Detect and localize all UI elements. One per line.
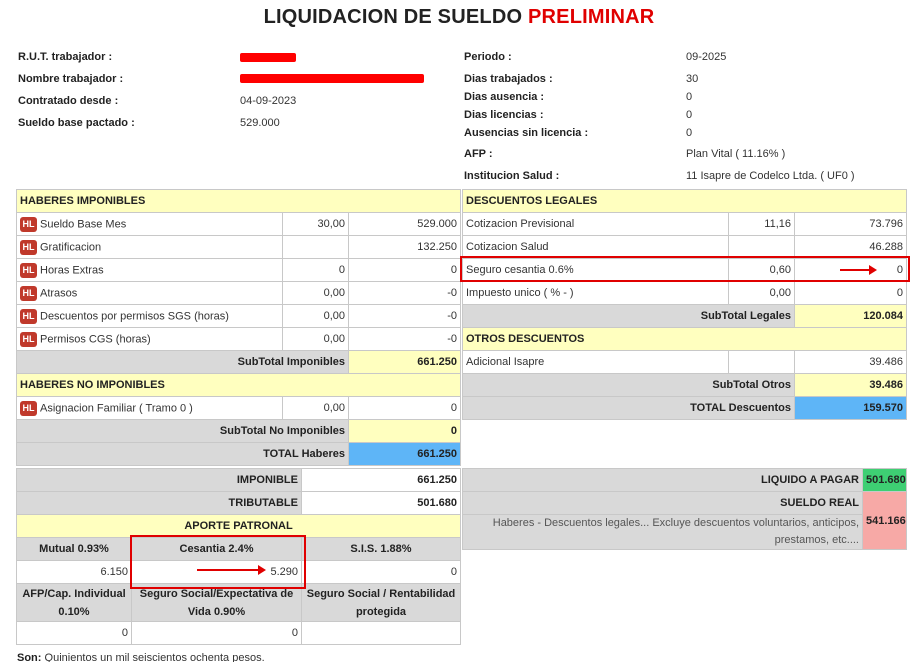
afp-cap-value: 0 xyxy=(17,622,132,645)
since-value: 04-09-2023 xyxy=(240,95,297,107)
ss-expectativa-value: 0 xyxy=(132,622,302,645)
table-row xyxy=(463,236,907,259)
row-qty: 11,16 xyxy=(729,213,795,236)
descuentos-header: DESCUENTOS LEGALES xyxy=(463,190,907,213)
dias-licencias-label: Dias licencias : xyxy=(464,109,544,121)
hl-badge: HL xyxy=(20,240,37,255)
hl-badge: HL xyxy=(20,286,37,301)
row-qty: 0,00 xyxy=(283,328,349,351)
subtotal-no-imponibles-value: 0 xyxy=(349,420,461,443)
row-qty: 0,00 xyxy=(283,305,349,328)
row-qty xyxy=(729,236,795,259)
tributable-label: TRIBUTABLE xyxy=(17,492,302,515)
dias-licencias-value: 0 xyxy=(686,109,693,121)
dias-ausencia-label: Dias ausencia : xyxy=(464,91,545,103)
rut-redaction xyxy=(240,53,296,62)
cesantia-label: Cesantia 2.4% xyxy=(132,538,302,561)
cesantia-value: 5.290 xyxy=(132,561,302,584)
row-amount: 0 xyxy=(349,259,461,282)
mutual-label: Mutual 0.93% xyxy=(17,538,132,561)
row-qty: 0,60 xyxy=(729,259,795,282)
since-label: Contratado desde : xyxy=(18,95,119,107)
row-label: Impuesto unico ( % - ) xyxy=(463,282,729,305)
table-row xyxy=(17,259,461,282)
ausencias-sin-licencia-value: 0 xyxy=(686,127,693,139)
liquido-value: 501.680 xyxy=(863,469,907,492)
row-amount: 132.250 xyxy=(349,236,461,259)
salud-value: 11 Isapre de Codelco Ltda. ( UF0 ) xyxy=(686,170,855,182)
ss-expectativa-label: Seguro Social/Expectativa de Vida 0.90% xyxy=(132,584,302,622)
title-highlight: PRELIMINAR xyxy=(527,6,655,28)
total-haberes-label: TOTAL Haberes xyxy=(17,443,349,466)
row-amount: 0 xyxy=(349,397,461,420)
imponible-value: 661.250 xyxy=(302,469,461,492)
row-label: Descuentos por permisos SGS (horas) xyxy=(40,310,229,322)
liquido-label: LIQUIDO A PAGAR xyxy=(463,469,863,492)
total-descuentos-value: 159.570 xyxy=(795,397,907,420)
row-amount: 39.486 xyxy=(795,351,907,374)
total-haberes-value: 661.250 xyxy=(349,443,461,466)
subtotal-legales-label: SubTotal Legales xyxy=(463,305,795,328)
row-amount: 529.000 xyxy=(349,213,461,236)
afp-cap-label: AFP/Cap. Individual 0.10% xyxy=(17,584,132,622)
imponible-label: IMPONIBLE xyxy=(17,469,302,492)
tributable-value: 501.680 xyxy=(302,492,461,515)
haberes-header: HABERES IMPONIBLES xyxy=(17,190,461,213)
row-label: Cotizacion Salud xyxy=(463,236,729,259)
name-label: Nombre trabajador : xyxy=(18,73,124,85)
subtotal-imponibles-value: 661.250 xyxy=(349,351,461,374)
footer-label: Son: xyxy=(17,652,42,662)
row-label: Gratificacion xyxy=(40,241,102,253)
table-row xyxy=(17,328,461,351)
row-amount: 0 xyxy=(795,259,907,282)
ausencias-sin-licencia-label: Ausencias sin licencia : xyxy=(464,127,589,139)
row-qty: 0,00 xyxy=(283,282,349,305)
hl-badge: HL xyxy=(20,401,37,416)
row-label: Cotizacion Previsional xyxy=(463,213,729,236)
row-amount: 73.796 xyxy=(795,213,907,236)
table-row xyxy=(17,305,461,328)
row-label: Horas Extras xyxy=(40,264,104,276)
row-amount: -0 xyxy=(349,282,461,305)
base-label: Sueldo base pactado : xyxy=(18,117,135,129)
row-label: Adicional Isapre xyxy=(463,351,729,374)
table-row xyxy=(17,397,461,420)
table-row xyxy=(463,213,907,236)
periodo-value: 09-2025 xyxy=(686,51,727,63)
row-qty xyxy=(283,236,349,259)
row-qty xyxy=(729,351,795,374)
sueldo-real-label: SUELDO REAL xyxy=(463,492,863,515)
arrow-seguro-cesantia-icon xyxy=(840,269,870,271)
subtotal-otros-value: 39.486 xyxy=(795,374,907,397)
dias-trabajados-value: 30 xyxy=(686,73,699,85)
ss-rentabilidad-value xyxy=(302,622,461,645)
row-amount: -0 xyxy=(349,305,461,328)
descuentos-table xyxy=(462,189,907,420)
sis-label: S.I.S. 1.88% xyxy=(302,538,461,561)
table-row xyxy=(17,213,461,236)
subtotal-imponibles-label: SubTotal Imponibles xyxy=(17,351,349,374)
base-value: 529.000 xyxy=(240,117,280,129)
salud-label: Institucion Salud : xyxy=(464,170,560,182)
otros-descuentos-header: OTROS DESCUENTOS xyxy=(463,328,907,351)
row-amount: -0 xyxy=(349,328,461,351)
afp-value: Plan Vital ( 11.16% ) xyxy=(686,148,786,160)
ss-rentabilidad-label: Seguro Social / Rentabilidad protegida xyxy=(302,584,461,622)
total-descuentos-label: TOTAL Descuentos xyxy=(463,397,795,420)
subtotal-no-imponibles-label: SubTotal No Imponibles xyxy=(17,420,349,443)
row-label: Sueldo Base Mes xyxy=(40,218,127,230)
row-amount: 0 xyxy=(795,282,907,305)
name-redaction xyxy=(240,74,424,83)
mutual-value: 6.150 xyxy=(17,561,132,584)
haberes-table xyxy=(16,189,461,466)
subtotal-otros-label: SubTotal Otros xyxy=(463,374,795,397)
row-label: Asignacion Familiar ( Tramo 0 ) xyxy=(40,402,193,414)
row-label: Seguro cesantia 0.6% xyxy=(463,259,729,282)
row-qty: 0,00 xyxy=(729,282,795,305)
subtotal-legales-value: 120.084 xyxy=(795,305,907,328)
hl-badge: HL xyxy=(20,309,37,324)
dias-ausencia-value: 0 xyxy=(686,91,693,103)
dias-trabajados-label: Dias trabajados : xyxy=(464,73,553,85)
table-row xyxy=(17,236,461,259)
aporte-patronal-header: APORTE PATRONAL xyxy=(17,515,461,538)
no-imponibles-header: HABERES NO IMPONIBLES xyxy=(17,374,461,397)
rut-label: R.U.T. trabajador : xyxy=(18,51,113,63)
row-qty: 30,00 xyxy=(283,213,349,236)
row-qty: 0,00 xyxy=(283,397,349,420)
hl-badge: HL xyxy=(20,332,37,347)
hl-badge: HL xyxy=(20,217,37,232)
liquido-table xyxy=(462,468,907,550)
bases-aporte-table xyxy=(16,468,461,645)
footer-text: Quinientos un mil seiscientos ochenta pesos. xyxy=(44,652,265,662)
sueldo-real-description: Haberes - Descuentos legales... Excluye descuentos voluntarios, anticipos, prestamos, etc.... xyxy=(463,515,863,550)
title-main: LIQUIDACION DE SUELDO xyxy=(263,6,523,28)
row-label: Atrasos xyxy=(40,287,78,299)
sueldo-real-value: 541.166 xyxy=(863,492,907,550)
hl-badge: HL xyxy=(20,263,37,278)
row-label: Permisos CGS (horas) xyxy=(40,333,151,345)
sis-value: 0 xyxy=(302,561,461,584)
periodo-label: Periodo : xyxy=(464,51,512,63)
row-qty: 0 xyxy=(283,259,349,282)
arrow-cesantia-icon xyxy=(197,569,259,571)
table-row xyxy=(17,282,461,305)
table-row xyxy=(463,282,907,305)
page-title xyxy=(0,6,918,29)
afp-label: AFP : xyxy=(464,148,493,160)
table-row xyxy=(463,351,907,374)
row-amount: 46.288 xyxy=(795,236,907,259)
footer-words xyxy=(17,652,265,662)
